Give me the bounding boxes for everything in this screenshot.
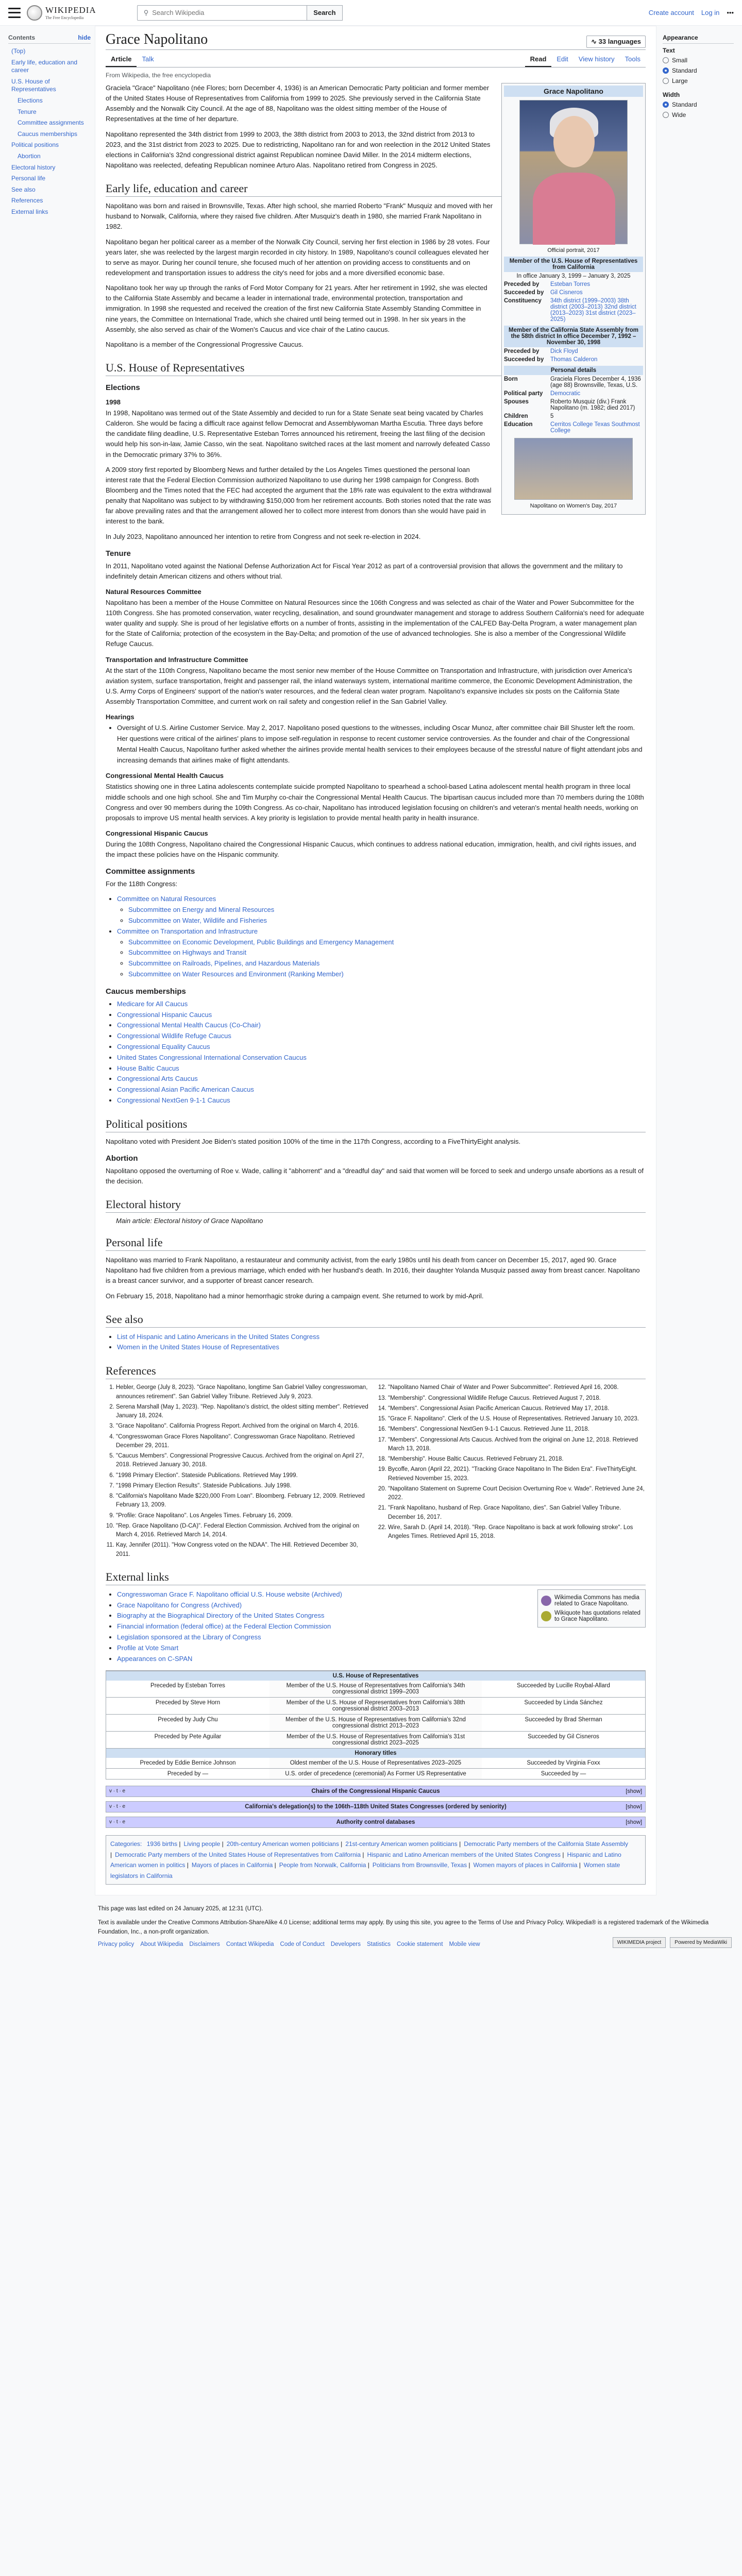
tagline: The Free Encyclopedia — [45, 15, 84, 20]
hearings-list — [117, 723, 646, 766]
natural-paragraph: Napolitano has been a member of the House Committee on Natural Resources since the 106th Congress and was selected as chair of the Water and Power Subcommittee for the 110th Congress. She has promoted conservation, water recycling, desalination, and sound groundwater management and storage to address Southern California's need for adequate water quality and supply. She is proud of her legislative efforts on a number of fronts, assisting in the implementation of the CALFED Bay-Delta Program, a water management plan for the State of California; protection of the ecosystem in the Bay-Delta; and promotion of the use of advanced technologies. She is also a member of the Congressional Wildlife Refuge Caucus. — [106, 598, 645, 648]
external-link[interactable]: Biography at the Biographical Directory of the United States Congress — [117, 1612, 325, 1620]
infobox-party: Political party Democratic — [504, 389, 643, 398]
infobox-succeeded-1: Succeeded by Gil Cisneros — [504, 289, 643, 297]
appearance-panel — [656, 26, 734, 1895]
section-elections: Elections — [106, 383, 140, 392]
personal-paragraph: On February 15, 2018, Napolitano had a minor hemorrhagic stroke during a campaign event. She returned to work by mid-April. — [106, 1292, 484, 1300]
category-link[interactable]: Democratic Party members of the United States House of Representatives from California — [115, 1851, 361, 1858]
toc-item[interactable]: Early life, education and career — [11, 58, 78, 74]
category-link[interactable]: Women mayors of places in California — [473, 1861, 578, 1869]
category-link[interactable]: Living people — [183, 1840, 221, 1848]
succession-box — [106, 1670, 646, 1780]
section-transportation: Transportation and Infrastructure Committee — [106, 655, 248, 664]
section-early-life: Early life, education and career — [106, 182, 646, 197]
succession-row — [106, 1697, 645, 1714]
page-title — [106, 31, 646, 50]
succession-row — [106, 1758, 645, 1768]
abortion-paragraph: Napolitano opposed the overturning of Roe v. Wade, calling it "abhorrent" and a "dreadful day" and said that women will be forced to seek and undergo unsafe abortions as a result of the decision. — [106, 1166, 644, 1185]
section-abortion: Abortion — [106, 1154, 138, 1163]
sister-projects-box — [537, 1589, 646, 1628]
section-personal: Personal life — [106, 1236, 646, 1251]
section-caucus: Caucus memberships — [106, 987, 186, 996]
subcommittee-item — [128, 969, 646, 980]
personal-body — [106, 1255, 646, 1301]
section-house: U.S. House of Representatives — [106, 361, 646, 376]
toc-item[interactable]: References — [11, 197, 43, 205]
electoral-hatnote[interactable]: Main article: Electoral history of Grace Napolitano — [116, 1217, 263, 1225]
succeeded-by[interactable]: Succeeded by Virginia Foxx — [527, 1760, 600, 1767]
subcommittee-link[interactable]: Subcommittee on Railroads, Pipelines, and Hazardous Materials — [128, 959, 320, 968]
preceded-link[interactable]: Dick Floyd — [550, 348, 578, 354]
committee-intro: For the 118th Congress: — [106, 880, 178, 888]
see-also-list — [117, 1332, 646, 1353]
commons-icon — [541, 1596, 551, 1606]
option-label: Standard — [672, 67, 697, 74]
references-list — [116, 1383, 646, 1559]
caucus-item — [117, 1095, 646, 1106]
see-also-link[interactable]: List of Hispanic and Latino Americans in the United States Congress — [117, 1332, 320, 1341]
search-icon: ⚲ — [143, 8, 149, 16]
search-bar — [132, 5, 343, 21]
last-modified: This page was last edited on 24 January 2025, at 12:31 (UTC). — [98, 1905, 263, 1912]
preceded-by[interactable]: Preceded by Pete Aguilar — [154, 1734, 222, 1740]
committee-item — [117, 926, 646, 980]
infobox-term-2: Member of the California State Assembly from the 58th district In office December 7, 1992 – November 30, 1998 — [504, 326, 643, 347]
political-body — [106, 1137, 646, 1147]
preceded-by[interactable]: Preceded by Judy Chu — [158, 1717, 218, 1723]
category-link[interactable]: Democratic Party members of the California State Assembly — [464, 1840, 628, 1848]
succession-head: U.S. House of Representatives — [106, 1671, 645, 1681]
article-content — [95, 26, 656, 1895]
succeeded-by[interactable]: Succeeded by Lucille Roybal-Allard — [517, 1683, 610, 1689]
honorary-head: Honorary titles — [106, 1748, 645, 1758]
footer-link[interactable]: About Wikipedia — [140, 1941, 183, 1948]
tenure-paragraph: In 2011, Napolitano voted against the National Defense Authorization Act for Fiscal Year 2012 as part of a controversial provision that allows the government and the military to indefinitely detain American citizens and others without trial. — [106, 562, 623, 580]
external-link[interactable]: Congresswoman Grace F. Napolitano official U.S. House website (Archived) — [117, 1590, 342, 1598]
more-menu-icon[interactable]: ••• — [727, 9, 734, 16]
infobox — [501, 83, 646, 515]
toc-item[interactable]: Electoral history — [11, 163, 56, 171]
section-committees: Committee assignments — [106, 867, 195, 876]
succeeded-by[interactable]: Succeeded by Gil Cisneros — [528, 1734, 599, 1740]
committee-list — [117, 894, 646, 979]
article-title: Grace Napolitano — [106, 31, 208, 47]
honorary-rows — [106, 1758, 645, 1779]
navbox-title[interactable] — [106, 1786, 645, 1797]
footer-link[interactable]: Statistics — [367, 1941, 391, 1948]
infobox-name: Grace Napolitano — [504, 86, 643, 97]
succeeded-link[interactable]: Gil Cisneros — [550, 290, 583, 296]
toc-item[interactable]: Caucus memberships — [18, 130, 78, 138]
caucus-link[interactable]: Congressional NextGen 9-1-1 Caucus — [117, 1096, 230, 1104]
category-links — [106, 1835, 646, 1885]
committee-link[interactable]: Committee on Natural Resources — [117, 895, 216, 903]
personal-details-header: Personal details — [504, 366, 643, 375]
tab-edit[interactable]: Edit — [556, 55, 568, 63]
category-link[interactable]: Mayors of places in California — [191, 1861, 273, 1869]
option-label: Standard — [672, 101, 697, 108]
e1998-paragraph: A 2009 story first reported by Bloomberg News and further detailed by the Los Angeles Times questioned the personal loan interest rate that the Federal Election Commission authorized Napolitano to use during her 1998 campaign for Congress. Both Bloomberg and the Times noted that the FEC had accepted the argument that the 18% rate was equivalent to the extra withdrawal penalty that Napolitano was subject to by withdrawing $150,000 from her retirement accounts. Both stories noted that the rate was far above prevailing rates and that the arrangement allowed her to collect more interest from donors than she would have paid in interest to the bank. — [106, 465, 492, 526]
infobox-constituency: Constituency 34th district (1999–2003) 38th district (2003–2013) 32nd district (2013–2023) 31st district (2023–2025) — [504, 297, 643, 324]
succession-rows — [106, 1681, 645, 1748]
born-value: Graciela Flores December 4, 1936 (age 88) Brownsville, Texas, U.S. — [550, 376, 641, 388]
subcommittee-list — [128, 937, 646, 980]
succession-row — [106, 1714, 645, 1731]
reference-item: 8. "California's Napolitano Made $220,000 From Loan". Bloomberg. February 12, 2009. Retrieved February 13, 2009. — [116, 1492, 374, 1510]
toc-list — [8, 46, 91, 218]
category-items: 1936 births | Living people | 20th-century American women politicians | 21st-century American women politicians | Democratic Party members of the California State Assembly | Democratic Party members of the United States House of Representatives from California | Hispanic and Latino American members of the United States Congress | Hispanic and Latino American women in politics | Mayors of places in California | People from Norwalk, California | Politicians from Brownsville, Texas | Women mayors of places in California | Women state legislators in California — [110, 1840, 628, 1879]
tab-talk[interactable]: Talk — [142, 55, 154, 63]
hispanic-paragraph: During the 108th Congress, Napolitano chaired the Congressional Hispanic Caucus, which continues to address national education, immigration, health, and civil rights issues, and the impact these policies have on the Hispanic community. — [106, 840, 636, 859]
reference-item: 4. "Congresswoman Grace Flores Napolitano". Congresswoman Grace Napolitano. Retrieved December 29, 2011. — [116, 1433, 374, 1451]
see-also-item — [117, 1342, 646, 1353]
subcommittee-link[interactable]: Subcommittee on Economic Development, Public Buildings and Emergency Management — [128, 938, 394, 946]
secondary-caption: Napolitano on Women's Day, 2017 — [530, 503, 617, 509]
office-title[interactable]: Oldest member of the U.S. House of Representatives 2023–2025 — [269, 1758, 482, 1768]
search-button[interactable]: Search — [307, 5, 342, 21]
toc-item[interactable]: See also — [11, 185, 36, 193]
reference-item: 7. "1998 Primary Election Results". Stateside Publications. July 1998. — [116, 1482, 374, 1490]
section-natural-resources: Natural Resources Committee — [106, 587, 201, 596]
languages-label: 33 languages — [598, 38, 641, 45]
commons-link[interactable] — [541, 1593, 642, 1608]
languages-button[interactable]: ∿ 33 languages — [586, 36, 646, 48]
wikiquote-icon — [541, 1611, 551, 1621]
section-tenure: Tenure — [106, 549, 131, 558]
caucus-link[interactable]: Congressional Equality Caucus — [117, 1042, 210, 1050]
footer-link[interactable]: Disclaimers — [189, 1941, 220, 1948]
toc-item[interactable]: Committee assignments — [18, 119, 84, 127]
reference-item: 21. "Frank Napolitano, husband of Rep. Grace Napolitano, dies". San Gabriel Valley Tribune. December 16, 2017. — [388, 1504, 646, 1522]
vte-links[interactable]: v · t · e — [109, 1804, 126, 1810]
external-item — [117, 1632, 646, 1643]
reference-item: 15. "Grace F. Napolitano". Clerk of the U.S. House of Representatives. Retrieved January 10, 2023. — [388, 1415, 646, 1423]
navbox-label: Authority control databases — [336, 1819, 415, 1826]
from-wikipedia: From Wikipedia, the free encyclopedia — [106, 72, 211, 79]
e1998-paragraph: In 1998, Napolitano was termed out of the State Assembly and decided to run for a State Senate seat being vacated by Charles Calderon. She would be facing a difficult race against fellow Democrat and Assemblywoman Martha Escutia. Three days before the candidate filing deadline, U.S. Representative Esteban Torres announced his retirement, freeing the last filing of the decision would help his son-in-law, Jamie Casso, win the seat. Napolitano switched races at the last moment and narrowly defeated Casso in the Democratic primary 37% to 36%. — [106, 409, 490, 459]
external-link[interactable]: Appearances on C-SPAN — [117, 1654, 193, 1663]
globe-icon — [27, 5, 42, 21]
infobox-born: Born Graciela Flores December 4, 1936 (age 88) Brownsville, Texas, U.S. — [504, 375, 643, 389]
reference-item: 14. "Members". Congressional Asian Pacific American Caucus. Retrieved May 17, 2018. — [388, 1404, 646, 1413]
transport-body — [106, 666, 646, 707]
secondary-image[interactable] — [514, 438, 633, 500]
subcommittee-link[interactable]: Subcommittee on Highways and Transit — [128, 948, 247, 957]
hearing-item: • Oversight of U.S. Airline Customer Service. May 2, 2017. Napolitano posed questions to the witnesses, including Oscar Munoz, after committee chair Bill Shuster left the room. Her questions were critical of the airlines' plans to impose self-regulation in response to recent customer service controversies. As the founder and chair of the Congressional Mental Health Caucus, Napolitano further asked whether the airlines provide mental health services to their employees because of the stressful nature of flight attendant jobs and increasing demands that airlines make of flight attendants. — [117, 723, 646, 766]
e1998-paragraph: In July 2023, Napolitano announced her intention to retire from Congress and not seek re-election in 2024. — [106, 532, 421, 540]
navbox — [106, 1786, 646, 1797]
categories-label[interactable]: Categories: — [110, 1840, 142, 1848]
transport-paragraph: At the start of the 110th Congress, Napolitano became the most senior new member of the House Committee on Transportation and Infrastructure, with jurisdiction over America's aviation system, surface transportation, freight and passenger rail, the inland waterways system, international maritime commerce, the Economic Development Administration, the U.S. Army Corps of Engineers' support of the nation's water resources, and the federal clean water program. Napolitano's expansive includes six posts on the California State Assembly Transportation Committee, and current work on rail safety and congestion relief in the San Gabriel Valley. — [106, 666, 633, 706]
page-tabs — [106, 52, 646, 67]
external-link[interactable]: Financial information (federal office) at the Federal Election Commission — [117, 1622, 331, 1631]
toc-item[interactable]: Political positions — [11, 141, 59, 149]
hispanic-body — [106, 839, 646, 860]
tab-read[interactable]: Read — [525, 52, 552, 67]
caucus-link[interactable]: Congressional Asian Pacific American Caucus — [117, 1086, 254, 1094]
commons-text: Wikimedia Commons has media related to Grace Napolitano. — [554, 1594, 639, 1607]
preceded-by[interactable]: Preceded by Esteban Torres — [150, 1683, 225, 1689]
reference-item: 13. "Membership". Congressional Wildlife Refuge Caucus. Retrieved August 7, 2018. — [388, 1394, 646, 1403]
succeeded-by[interactable]: Succeeded by Linda Sánchez — [524, 1700, 603, 1706]
party-link[interactable]: Democratic — [550, 391, 581, 397]
tab-tools[interactable]: Tools — [625, 55, 640, 63]
tab-article[interactable]: Article — [106, 52, 137, 67]
reference-item: 17. "Members". Congressional Arts Caucus. Archived from the original on June 12, 2018. Retrieved March 13, 2018. — [388, 1436, 646, 1454]
width-label: Width — [663, 91, 680, 98]
section-external: External links — [106, 1570, 646, 1585]
early-paragraph: Napolitano was born and raised in Brownsville, Texas. After high school, she married Roberto "Frank" Musquiz and moved with her husband to Norwalk, California, where they raised five children. After Musquiz's death in 1980, she married Frank Napolitano in 1982. — [106, 202, 493, 231]
text-large-option[interactable] — [663, 76, 734, 86]
reference-item: 19. Bycoffe, Aaron (April 22, 2021). "Tracking Grace Napolitano In The Biden Era". FiveThirtyEight. Retrieved November 15, 2023. — [388, 1465, 646, 1483]
category-link[interactable]: Hispanic and Latino American women in politics — [110, 1851, 621, 1869]
mental-paragraph: Statistics showing one in three Latina adolescents contemplate suicide prompted Napolitano to spearhead a school-based Latina adolescent mental health program in three local middle schools and one high school. She and Tim Murphy co-chair the Congressional Mental Health Caucus. The bipartisan caucus included more than 70 members during the 108th Congress and over 90 members during the 109th Congress. As co-chair, Napolitano has introduced legislation focusing on children's and veteran's mental health needs, working on proposals to improve US mental health services. A key priority is legislation to provide mental health parity in health insurance. — [106, 783, 644, 822]
appearance-title: Appearance — [663, 32, 734, 44]
early-paragraph: Napolitano is a member of the Congressional Progressive Caucus. — [106, 340, 303, 348]
caucus-link[interactable]: United States Congressional International Conservation Caucus — [117, 1053, 307, 1061]
reference-item: 11. Kay, Jennifer (2011). "How Congress voted on the NDAA". The Hill. Retrieved December 30, 2011. — [116, 1541, 374, 1559]
tab-history[interactable]: View history — [578, 55, 615, 63]
reference-item: 9. "Profile: Grace Napolitano". Los Angeles Times. February 16, 2009. — [116, 1512, 374, 1520]
early-paragraph: Napolitano took her way up through the ranks of Ford Motor Company for 21 years. After her retirement in 1992, she was elected to the California State Assembly and became a leader in international trade, environmental protection, transportation and immigration. In 1998 she requested and received the creation of the first new California State Assembly Standing Committee in nine years, the Committee on International Trade, which she chaired until being termed out in 1998. In her six years in the Assembly, she also served as chair of the Women's Caucus and vice chair of the Latino caucus. — [106, 284, 487, 333]
text-standard-option[interactable] — [663, 65, 734, 76]
width-wide-option[interactable] — [663, 110, 734, 120]
toc-hide-button[interactable]: hide — [78, 34, 91, 41]
section-electoral: Electoral history — [106, 1198, 646, 1213]
external-link[interactable]: Legislation sponsored at the Library of Congress — [117, 1633, 261, 1641]
vte-links[interactable]: v · t · e — [109, 1819, 126, 1825]
toc-item[interactable]: (Top) — [11, 47, 26, 55]
navbox — [106, 1801, 646, 1812]
caucus-item — [117, 1074, 646, 1084]
section-political: Political positions — [106, 1117, 646, 1132]
committee-item — [117, 894, 646, 926]
tenure-body — [106, 561, 646, 582]
see-also-link[interactable]: Women in the United States House of Representatives — [117, 1343, 279, 1351]
office-title[interactable]: U.S. order of precedence (ceremonial) As Former US Representative — [269, 1769, 482, 1779]
caucus-link[interactable]: Congressional Mental Health Caucus (Co-Chair) — [117, 1021, 261, 1029]
section-1998: 1998 — [106, 398, 121, 406]
succession-row — [106, 1768, 645, 1779]
infobox-office[interactable]: Member of the U.S. House of Representatives from California — [504, 257, 643, 272]
external-link[interactable]: Profile at Vote Smart — [117, 1643, 179, 1652]
subcommittee-link[interactable]: Subcommittee on Energy and Mineral Resources — [128, 906, 275, 914]
reference-item: 6. "1998 Primary Election". Stateside Publications. Retrieved May 1999. — [116, 1471, 374, 1480]
succeeded-link[interactable]: Thomas Calderon — [550, 357, 598, 363]
toc-title: Contents — [8, 34, 35, 41]
portrait-image[interactable] — [519, 100, 628, 244]
wikimedia-badge[interactable]: WIKIMEDIA project — [613, 1937, 666, 1948]
toc-header — [8, 32, 91, 44]
infobox-spouses: Spouses Roberto Musquiz (div.) Frank Napolitano (m. 1982; died 2017) — [504, 398, 643, 412]
infobox-education: Education Cerritos College Texas Southmost College — [504, 420, 643, 435]
text-small-option[interactable] — [663, 55, 734, 65]
reference-item: 22. Wire, Sarah D. (April 14, 2018). "Rep. Grace Napolitano is back at work following stroke". Los Angeles Times. Retrieved April 15, 2018. — [388, 1523, 646, 1541]
committee-link[interactable]: Committee on Transportation and Infrastructure — [117, 927, 258, 935]
caucus-item — [117, 1020, 646, 1031]
vte-links[interactable]: v · t · e — [109, 1788, 126, 1794]
navbox-label: Chairs of the Congressional Hispanic Caucus — [311, 1788, 440, 1795]
abortion-body — [106, 1166, 646, 1187]
navbox-toggle[interactable]: [show] — [626, 1788, 642, 1795]
caucus-item — [117, 1053, 646, 1063]
category-link[interactable]: 20th-century American women politicians — [226, 1840, 339, 1848]
caucus-link[interactable]: Congressional Arts Caucus — [117, 1075, 198, 1083]
succession-row — [106, 1681, 645, 1697]
reference-item: 10. "Rep. Grace Napolitano (D-CA)". Federal Election Commission. Archived from the original on March 4, 2016. Retrieved March 14, 2014. — [116, 1522, 374, 1540]
subcommittee-item — [128, 905, 646, 916]
create-account-link[interactable]: Create account — [648, 9, 694, 16]
caucus-item — [117, 999, 646, 1010]
main-menu-icon[interactable] — [8, 8, 21, 18]
reference-item: 5. "Caucus Members". Congressional Progressive Caucus. Archived from the original on April 27, 2018. Retrieved January 30, 2018. — [116, 1452, 374, 1470]
section-hispanic: Congressional Hispanic Caucus — [106, 829, 208, 837]
infobox-term-1: In office January 3, 1999 – January 3, 2025 — [516, 273, 631, 279]
wikiquote-text: Wikiquote has quotations related to Grace Napolitano. — [554, 1609, 640, 1622]
education-links[interactable]: Cerritos College Texas Southmost College — [550, 421, 640, 434]
subcommittee-item — [128, 916, 646, 926]
caucus-list — [117, 999, 646, 1106]
political-paragraph: Napolitano voted with President Joe Biden's stated position 100% of the time in the 117th Congress, according to a FiveThirtyEight analysis. — [106, 1137, 521, 1145]
width-standard-option[interactable] — [663, 99, 734, 110]
caucus-item — [117, 1063, 646, 1074]
portrait-caption: Official portrait, 2017 — [547, 247, 600, 253]
mediawiki-badge[interactable]: Powered by MediaWiki — [670, 1937, 732, 1948]
section-references: References — [106, 1364, 646, 1379]
caucus-item — [117, 1084, 646, 1095]
preceded-by[interactable]: Preceded by Eddie Bernice Johnson — [140, 1760, 236, 1767]
toc-item[interactable]: Elections — [18, 96, 43, 104]
succession-row — [106, 1731, 645, 1748]
mental-body — [106, 782, 646, 823]
infobox-children: Children 5 — [504, 412, 643, 420]
subcommittee-list — [128, 905, 646, 926]
navbox-title[interactable] — [106, 1817, 645, 1827]
caucus-link[interactable]: Medicare for All Caucus — [117, 999, 188, 1008]
navbox-toggle[interactable]: [show] — [626, 1804, 642, 1810]
reference-item: 2. Serena Marshall (May 1, 2023). "Rep. Napolitano's district, the oldest sitting member". Retrieved January 18, 2024. — [116, 1403, 374, 1421]
infobox-preceded-1: Preceded by Esteban Torres — [504, 280, 643, 289]
section-see-also: See also — [106, 1313, 646, 1328]
office-title[interactable]: Member of the U.S. House of Representatives from California's 32nd congressional district 2013–2023 — [269, 1715, 482, 1731]
footer-link[interactable]: Cookie statement — [397, 1941, 443, 1948]
category-link[interactable]: Politicians from Brownsville, Texas — [372, 1861, 467, 1869]
children-value: 5 — [550, 413, 554, 419]
toc-item[interactable]: Personal life — [11, 175, 46, 182]
caucus-item — [117, 1031, 646, 1042]
reference-item: 12. "Napolitano Named Chair of Water and Power Subcommittee". Retrieved April 16, 2008. — [388, 1383, 646, 1392]
toc-item[interactable]: Tenure — [18, 108, 37, 115]
succeeded-by[interactable]: Succeeded by — — [541, 1771, 586, 1777]
caucus-link[interactable]: Congressional Hispanic Caucus — [117, 1010, 212, 1019]
reference-item: 1. Hebler, George (July 8, 2023). "Grace Napolitano, longtime San Gabriel Valley congresswoman, announces retirement". San Gabriel Valley Tribune. Retrieved July 9, 2023. — [116, 1383, 374, 1401]
wordmark: WIKIPEDIA — [45, 5, 96, 15]
search-input[interactable] — [137, 5, 307, 21]
section-mental-health: Congressional Mental Health Caucus — [106, 772, 224, 780]
toc-item[interactable]: Abortion — [18, 152, 41, 160]
navbox-toggle[interactable]: [show] — [626, 1819, 642, 1826]
wikipedia-logo[interactable] — [27, 5, 96, 21]
reference-item: 18. "Membership". House Baltic Caucus. Retrieved February 21, 2018. — [388, 1455, 646, 1464]
preceded-by[interactable]: Preceded by — — [167, 1771, 209, 1777]
navbox-title[interactable] — [106, 1802, 645, 1812]
reference-item: 3. "Grace Napolitano". California Progress Report. Archived from the original on March 4, 2016. — [116, 1422, 374, 1431]
preceded-link[interactable]: Esteban Torres — [550, 281, 591, 287]
subcommittee-link[interactable]: Subcommittee on Water Resources and Environment (Ranking Member) — [128, 970, 344, 978]
section-hearings: Hearings — [106, 713, 134, 721]
caucus-link[interactable]: Congressional Wildlife Refuge Caucus — [117, 1032, 231, 1040]
reference-item: 20. "Napolitano Statement on Supreme Court Decision Overturning Roe v. Wade". Retrieved June 24, 2022. — [388, 1485, 646, 1503]
infobox-succeeded-2: Succeeded by Thomas Calderon — [504, 355, 643, 364]
license-text: Text is available under the Creative Commons Attribution-ShareAlike 4.0 License; additional terms may apply. By using this site, you agree to the Terms of Use and Privacy Policy. Wikipedia® is a registered trademark of the Wikimedia Foundation, Inc., a non-profit organization. — [98, 1919, 709, 1935]
navboxes — [106, 1786, 646, 1828]
category-link[interactable]: Hispanic and Latino American members of the United States Congress — [367, 1851, 561, 1858]
preceded-by[interactable]: Preceded by Steve Horn — [155, 1700, 221, 1706]
subcommittee-item — [128, 958, 646, 969]
caucus-item — [117, 1042, 646, 1053]
footer-link[interactable]: Mobile view — [449, 1941, 480, 1948]
personal-paragraph: Napolitano was married to Frank Napolitano, a restaurateur and community activist, from the early 1980s until his death from cancer on December 15, 2017, aged 90. Grace Napolitano had five children from a previous marriage, which ended with her husband's death. In 2016, their daughter Yolanda Musquiz passed away from breast cancer. Napolitano is a breast cancer survivor, and a supporter of breast cancer research. — [106, 1256, 640, 1285]
option-label: Large — [672, 77, 688, 84]
office-title[interactable]: Member of the U.S. House of Representatives from California's 31st congressional district 2023–2025 — [269, 1732, 482, 1748]
option-label: Wide — [672, 111, 686, 118]
infobox-preceded-2: Preceded by Dick Floyd — [504, 347, 643, 355]
natural-body — [106, 598, 646, 650]
site-header — [0, 0, 742, 26]
spouses-value: Roberto Musquiz (div.) Frank Napolitano (m. 1982; died 2017) — [550, 399, 635, 411]
category-link[interactable]: 21st-century American women politicians — [345, 1840, 458, 1848]
constituency-links[interactable]: 34th district (1999–2003) 38th district (2003–2013) 32nd district (2013–2023) 31st district (2023–2025) — [550, 298, 636, 323]
intro-paragraph: Napolitano represented the 34th district from 1999 to 2003, the 38th district from 2003 to 2013, the 32nd district from 2013 to 2023, and the 31st district from 2023 to 2025. Due to redistricting, Napolitano ran for and won reelection in the 2012 United States elections in California's 32nd congressional district against Republican nominee David Miller. In the 2014 midterm elections, Napolitano was reelected, defeating Republican nominee Arturo Alas. Napolitano retired from Congress in 2025. — [106, 130, 491, 169]
toc-item[interactable]: External links — [11, 208, 48, 215]
text-size-label: Text — [663, 47, 675, 54]
page-footer — [0, 1895, 742, 1969]
category-link[interactable]: Women state legislators in California — [110, 1861, 620, 1879]
login-link[interactable]: Log in — [701, 9, 720, 16]
subcommittee-item — [128, 947, 646, 958]
subcommittee-item — [128, 937, 646, 948]
wikiquote-link[interactable] — [541, 1608, 642, 1624]
navbox-label: California's delegation(s) to the 106th–118th United States Congresses (ordered by seniority) — [245, 1804, 507, 1810]
navbox — [106, 1817, 646, 1828]
toc-item[interactable]: U.S. House of Representatives — [11, 77, 56, 93]
footer-link[interactable]: Privacy policy — [98, 1941, 134, 1948]
reference-item: 16. "Members". Congressional NextGen 9-1-1 Caucus. Retrieved June 11, 2018. — [388, 1425, 646, 1434]
footer-link[interactable]: Contact Wikipedia — [226, 1941, 274, 1948]
see-also-item — [117, 1332, 646, 1343]
subcommittee-link[interactable]: Subcommittee on Water, Wildlife and Fisheries — [128, 916, 267, 924]
succeeded-by[interactable]: Succeeded by Brad Sherman — [525, 1717, 602, 1723]
office-title[interactable]: Member of the U.S. House of Representatives from California's 38th congressional district 2003–2013 — [269, 1698, 482, 1714]
footer-link[interactable]: Developers — [330, 1941, 361, 1948]
external-item — [117, 1643, 646, 1654]
option-label: Small — [672, 57, 688, 64]
early-paragraph: Napolitano began her political career as a member of the Norwalk City Council, serving her first election in 1986 by 28 votes. Four years later, she was reelected by the largest margin recorded in city history. In 1989, Napolitano's council colleagues elevated her to serve as mayor. During her council tenure, she focused much of her attention on providing access to constituents and on redevelopment and transportation issues to address the city's need for jobs and a more diversified economic base. — [106, 238, 490, 277]
category-link[interactable]: 1936 births — [146, 1840, 178, 1848]
intro-paragraph: Graciela "Grace" Napolitano (née Flores; born December 4, 1936) is an American Democratic Party politician and former member of the United States House of Representatives from California from 1999 to 2025. She previously served in the California State Assembly and the Norwalk City Council. At the age of 88, Napolitano was the oldest sitting member of the House of Representatives at the time of her departure. — [106, 84, 490, 123]
table-of-contents — [8, 26, 91, 1895]
office-title[interactable]: Member of the U.S. House of Representatives from California's 34th congressional district 1999–2003 — [269, 1681, 482, 1697]
footer-link[interactable]: Code of Conduct — [280, 1941, 325, 1948]
category-link[interactable]: People from Norwalk, California — [279, 1861, 366, 1869]
caucus-item — [117, 1010, 646, 1021]
external-item — [117, 1654, 646, 1665]
user-links — [649, 9, 734, 16]
caucus-link[interactable]: House Baltic Caucus — [117, 1064, 179, 1072]
external-link[interactable]: Grace Napolitano for Congress (Archived) — [117, 1601, 242, 1609]
